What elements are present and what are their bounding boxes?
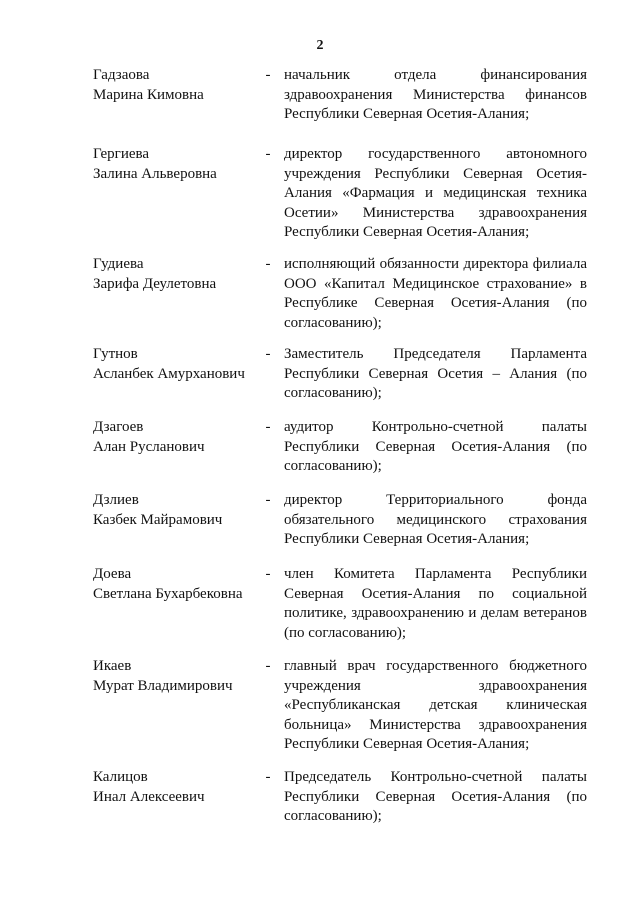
dash-separator: -: [265, 769, 271, 785]
member-name: Гутнов Асланбек Амурханович: [93, 346, 245, 382]
member-role: директор государственного автономного учреждения Республики Северная Осетия-Алания «Фармация и медицинская техника Осетии» Министерства здравоохранения Республики Северная Осетия-Алания;: [284, 146, 587, 240]
member-role: Председатель Контрольно-счетной палаты Республики Северная Осетия-Алания (по согласованию);: [284, 769, 587, 824]
dash-separator: -: [265, 346, 271, 362]
dash-separator: -: [265, 566, 271, 582]
member-role: исполняющий обязанности директора филиала ООО «Капитал Медицинское страхование» в Республике Северная Осетия-Алания (по согласованию);: [284, 256, 587, 331]
dash-separator: -: [265, 492, 271, 508]
member-name: Калицов Инал Алексеевич: [93, 769, 205, 805]
member-name: Дзагоев Алан Русланович: [93, 419, 205, 455]
member-role: главный врач государственного бюджетного учреждения здравоохранения «Республиканская детская клиническая больница» Министерства здравоохранения Республики Северная Осетия-Алания;: [284, 658, 587, 752]
member-name: Доева Светлана Бухарбековна: [93, 566, 243, 602]
dash-separator: -: [265, 146, 271, 162]
dash-separator: -: [265, 419, 271, 435]
member-name: Дзлиев Казбек Майрамович: [93, 492, 223, 528]
member-name: Гудиева Зарифа Деулетовна: [93, 256, 217, 292]
page-number: 2: [316, 38, 324, 53]
member-name: Икаев Мурат Владимирович: [93, 658, 233, 694]
dash-separator: -: [265, 658, 271, 674]
member-role: начальник отдела финансирования здравоохранения Министерства финансов Республики Северная Осетия-Алания;: [284, 67, 587, 122]
member-name: Гергиева Залина Альверовна: [93, 146, 217, 182]
member-name: Гадзаова Марина Кимовна: [93, 67, 204, 103]
member-role: аудитор Контрольно-счетной палаты Республики Северная Осетия-Алания (по согласованию);: [284, 419, 587, 474]
member-role: Заместитель Председателя Парламента Республики Северная Осетия – Алания (по согласованию);: [284, 346, 587, 401]
dash-separator: -: [265, 67, 271, 83]
member-role: член Комитета Парламента Республики Северная Осетия-Алания по социальной политике, здравоохранению и делам ветеранов (по согласованию);: [284, 566, 587, 641]
dash-separator: -: [265, 256, 271, 272]
member-role: директор Территориального фонда обязательного медицинского страхования Республики Северная Осетия-Алания;: [284, 492, 587, 547]
